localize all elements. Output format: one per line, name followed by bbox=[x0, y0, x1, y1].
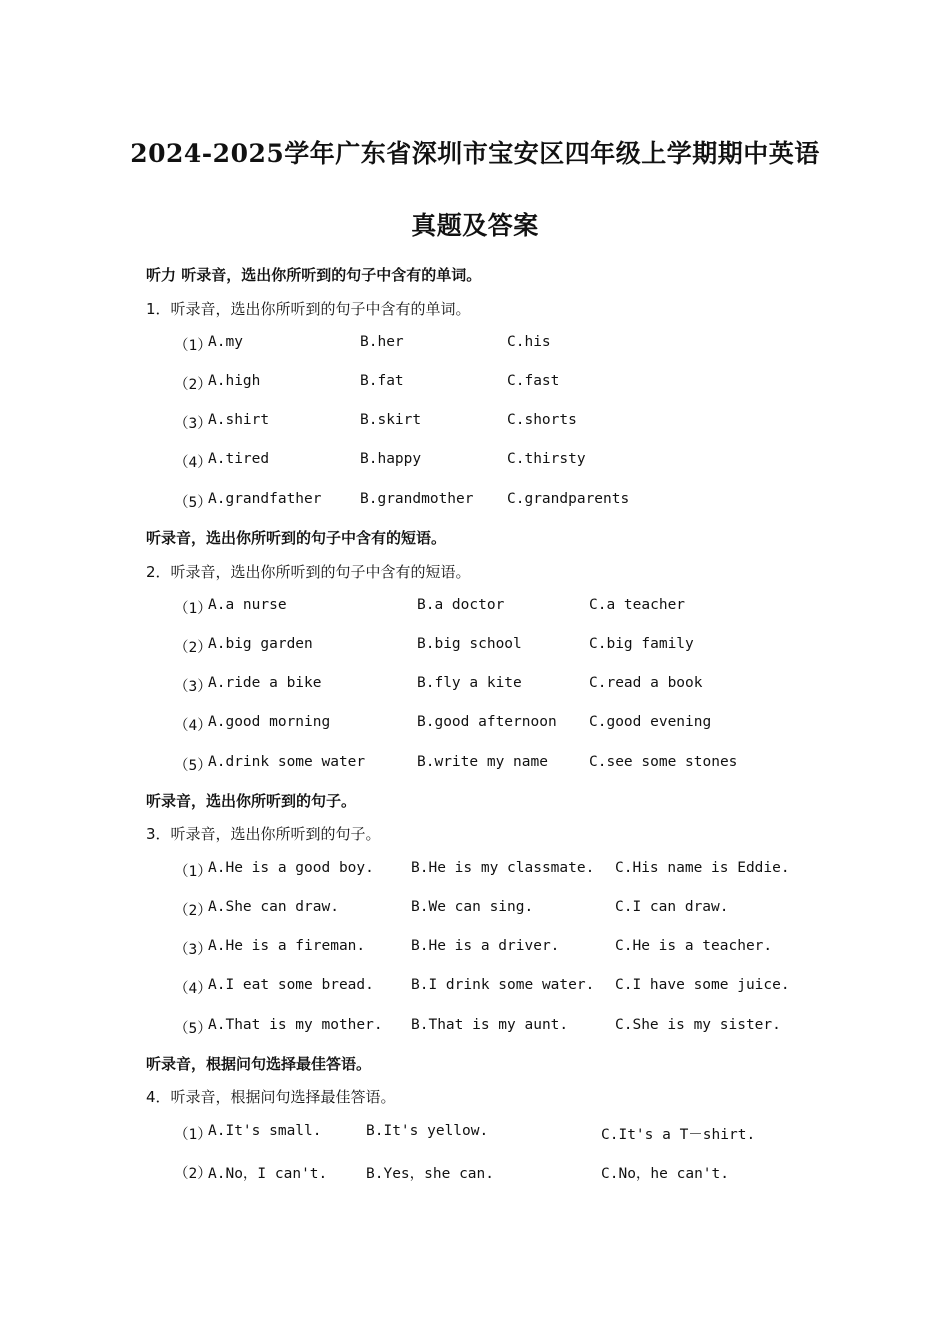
option-c: C.I have some juice. bbox=[615, 977, 790, 993]
option-b: B.write my name bbox=[417, 754, 548, 770]
option-a: A.a nurse bbox=[208, 597, 287, 613]
option-c: C.grandparents bbox=[507, 491, 630, 507]
option-c: C.see some stones bbox=[589, 754, 738, 770]
item-number: （2） bbox=[174, 903, 212, 919]
item-number: （3） bbox=[174, 942, 212, 958]
option-a: A.ride a bike bbox=[208, 675, 322, 691]
option-c: C.No，he can't. bbox=[601, 1166, 729, 1182]
option-a: A.He is a fireman. bbox=[208, 938, 366, 954]
option-b: B.her bbox=[360, 334, 404, 350]
option-b: B.It's yellow. bbox=[366, 1123, 489, 1139]
option-b: B.He is my classmate. bbox=[411, 860, 595, 876]
section-heading: 听录音，根据问句选择最佳答语。 bbox=[146, 1055, 372, 1073]
option-a: A.He is a good boy. bbox=[208, 860, 374, 876]
option-b: B.He is a driver. bbox=[411, 938, 560, 954]
option-b: B.skirt bbox=[360, 412, 422, 428]
doc-title-line2: 真题及答案 bbox=[411, 211, 539, 240]
question-text: 3．听录音，选出你所听到的句子。 bbox=[146, 825, 381, 843]
option-a: A.my bbox=[208, 334, 243, 350]
option-b: B.Yes，she can. bbox=[366, 1166, 494, 1182]
section-heading: 听力 听录音，选出你所听到的句子中含有的单词。 bbox=[146, 266, 482, 284]
option-b: B.fat bbox=[360, 373, 404, 389]
item-number: （1） bbox=[174, 338, 212, 354]
item-number: （1） bbox=[174, 1127, 212, 1143]
option-b: B.I drink some water. bbox=[411, 977, 595, 993]
item-number: （4） bbox=[174, 981, 212, 997]
option-b: B.big school bbox=[417, 636, 522, 652]
option-b: B.happy bbox=[360, 451, 422, 467]
item-number: （4） bbox=[174, 455, 212, 471]
option-c: C.shorts bbox=[507, 412, 577, 428]
item-number: （1） bbox=[174, 601, 212, 617]
option-a: A.shirt bbox=[208, 412, 270, 428]
item-number: （3） bbox=[174, 679, 212, 695]
option-a: A.big garden bbox=[208, 636, 313, 652]
option-c: C.I can draw. bbox=[615, 899, 729, 915]
option-a: A.That is my mother. bbox=[208, 1017, 383, 1033]
section-heading: 听录音，选出你所听到的句子。 bbox=[146, 792, 357, 810]
option-c: C.good evening bbox=[589, 714, 712, 730]
item-number: （3） bbox=[174, 416, 212, 432]
option-a: A.high bbox=[208, 373, 261, 389]
option-c: C.He is a teacher. bbox=[615, 938, 773, 954]
item-number: （5） bbox=[174, 1021, 212, 1037]
option-a: A.It's small. bbox=[208, 1123, 322, 1139]
option-b: B.grandmother bbox=[360, 491, 474, 507]
option-c: C.a teacher bbox=[589, 597, 686, 613]
section-heading: 听录音，选出你所听到的句子中含有的短语。 bbox=[146, 529, 447, 547]
option-a: A.She can draw. bbox=[208, 899, 339, 915]
option-c: C.His name is Eddie. bbox=[615, 860, 790, 876]
item-number: （5） bbox=[174, 495, 212, 511]
option-c: C.read a book bbox=[589, 675, 703, 691]
option-c: C.thirsty bbox=[507, 451, 586, 467]
option-c: C.his bbox=[507, 334, 551, 350]
item-number: （1） bbox=[174, 864, 212, 880]
option-b: B.fly a kite bbox=[417, 675, 522, 691]
option-c: C.fast bbox=[507, 373, 560, 389]
question-text: 4．听录音，根据问句选择最佳答语。 bbox=[146, 1088, 396, 1106]
option-c: C.big family bbox=[589, 636, 694, 652]
question-text: 1．听录音，选出你所听到的句子中含有的单词。 bbox=[146, 300, 471, 318]
item-number: （2） bbox=[174, 640, 212, 656]
option-b: B.good afternoon bbox=[417, 714, 557, 730]
option-a: A.tired bbox=[208, 451, 270, 467]
item-number: （2） bbox=[174, 1166, 212, 1182]
option-a: A.I eat some bread. bbox=[208, 977, 374, 993]
item-number: （2） bbox=[174, 377, 212, 393]
doc-title-line1: 2024-2025学年广东省深圳市宝安区四年级上学期期中英语 bbox=[130, 139, 820, 168]
option-b: B.We can sing. bbox=[411, 899, 534, 915]
option-a: A.grandfather bbox=[208, 491, 322, 507]
option-c: C.It's a T－shirt. bbox=[601, 1127, 756, 1143]
option-a: A.drink some water bbox=[208, 754, 366, 770]
option-a: A.No，I can't. bbox=[208, 1166, 328, 1182]
question-text: 2．听录音，选出你所听到的句子中含有的短语。 bbox=[146, 563, 471, 581]
option-a: A.good morning bbox=[208, 714, 331, 730]
option-b: B.That is my aunt. bbox=[411, 1017, 569, 1033]
item-number: （5） bbox=[174, 758, 212, 774]
item-number: （4） bbox=[174, 718, 212, 734]
option-c: C.She is my sister. bbox=[615, 1017, 781, 1033]
option-b: B.a doctor bbox=[417, 597, 505, 613]
